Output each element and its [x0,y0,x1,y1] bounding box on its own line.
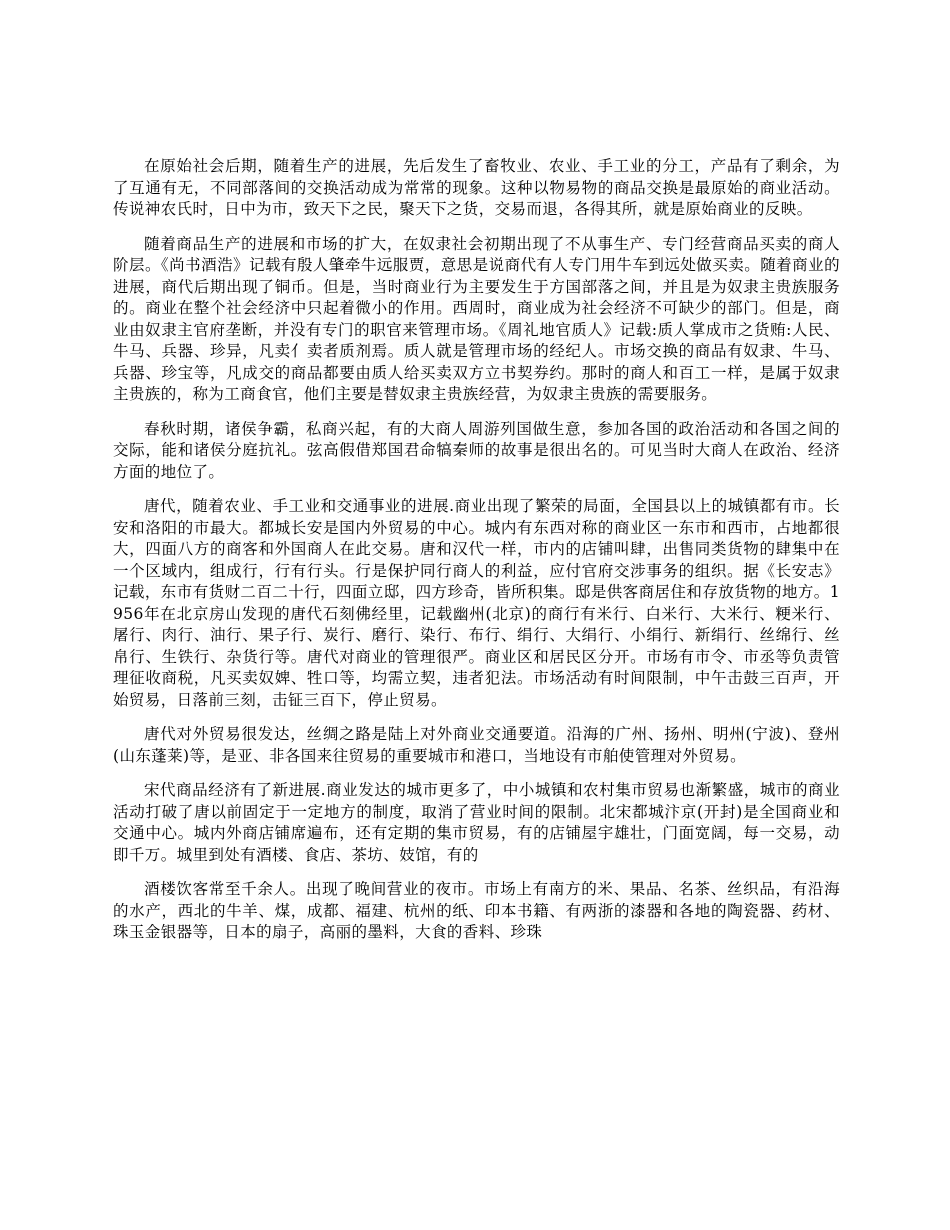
paragraph-song-night-market: 酒楼饮客常至千余人。出现了晚间营业的夜市。市场上有南方的米、果品、名茶、丝织品，有沿海的水产，西北的牛羊、煤，成都、福建、杭州的纸、印本书籍、有两浙的漆器和各地的陶瓷器、药材、珠玉金银器等，日本的扇子，高丽的墨料，大食的香料、珍珠 [113,880,840,941]
document-page [113,156,840,957]
paragraph-spring-autumn-period: 春秋时期，诸侯争霸，私商兴起，有的大商人周游列国做生意，参加各国的政治活动和各国之间的交际，能和诸侯分庭抗礼。弦高假借郑国君命犒秦师的故事是很出名的。可见当时大商人在政治、经济方面的地位了。 [113,419,840,481]
paragraph-song-commerce: 宋代商品经济有了新进展.商业发达的城市更多了，中小城镇和农村集市贸易也渐繁盛，城市的商业活动打破了唐以前固定于一定地方的制度，取消了营业时间的限制。北宋都城汴京(开封)是全国商业和交通中心。城内外商店铺席遍布，还有定期的集市贸易，有的店铺屋宇雄壮，门面宽阔，每一交易，动即千万。城里到处有酒楼、食店、茶坊、妓馆，有的 [113,781,840,864]
paragraph-tang-markets: 唐代，随着农业、手工业和交通事业的进展.商业出现了繁荣的局面，全国县以上的城镇都有市。长安和洛阳的市最大。都城长安是国内外贸易的中心。城内有东西对称的商业区一东市和西市，占地都很大，四面八方的商客和外国商人在此交易。唐和汉代一样，市内的店铺叫肆，出售同类货物的肆集中在一个区域内，组成行，行有行头。行是保护同行商人的利益，应付官府交涉事务的组织。据《长安志》记载，东市有货财二百二十行，四面立邸，四方珍奇，皆所积集。邸是供客商居住和存放货物的地方。1956年在北京房山发现的唐代石刻佛经里，记载幽州(北京)的商行有米行、白米行、大米行、粳米行、屠行、肉行、油行、果子行、炭行、磨行、染行、布行、绢行、大绢行、小绢行、新绢行、丝绵行、丝帛行、生铁行、杂货行等。唐代对商业的管理很严。商业区和居民区分开。市场有市令、市丞等负责管理征收商税，凡买卖奴婢、牲口等，均需立契，违者犯法。市场活动有时间限制，中午击鼓三百声，开始贸易，日落前三刻，击钲三百下，停止贸易。 [113,497,840,709]
paragraph-primitive-commerce: 在原始社会后期，随着生产的进展，先后发生了畜牧业、农业、手工业的分工，产品有了剩余，为了互通有无，不同部落间的交换活动成为常常的现象。这种以物易物的商品交换是最原始的商业活动。传说神农氏时，日中为市，致天下之民，聚天下之货，交易而退，各得其所，就是原始商业的反映。 [113,157,840,218]
paragraph-slave-society-commerce: 随着商品生产的进展和市场的扩大，在奴隶社会初期出现了不从事生产、专门经营商品买卖的商人阶层。《尚书酒浩》记载有殷人肇牵牛远服贾，意思是说商代有人专门用牛车到远处做买卖。随着商业的进展，商代后期出现了铜币。但是，当时商业行为主要发生于方国部落之间，并且是为奴隶主贵族服务的。商业在整个社会经济中只起着微小的作用。西周时，商业成为社会经济不可缺少的部门。但是，商业由奴隶主官府垄断，并没有专门的职官来管理市场。《周礼地官质人》记载:质人掌成市之货贿:人民、牛马、兵器、珍异，凡卖亻卖者质剂焉。质人就是管理市场的经纪人。市场交换的商品有奴隶、牛马、兵器、珍宝等，凡成交的商品都要由质人给买卖双方立书契券约。那时的商人和百工一样，是属于奴隶主贵族的，称为工商食官，他们主要是替奴隶主贵族经营，为奴隶主贵族的需要服务。 [113,234,840,403]
paragraph-tang-foreign-trade: 唐代对外贸易很发达，丝绸之路是陆上对外商业交通要道。沿海的广州、扬州、明州(宁波)、登州(山东蓬莱)等，是亚、非各国来往贸易的重要城市和港口，当地设有市舶使管理对外贸易。 [113,725,840,765]
